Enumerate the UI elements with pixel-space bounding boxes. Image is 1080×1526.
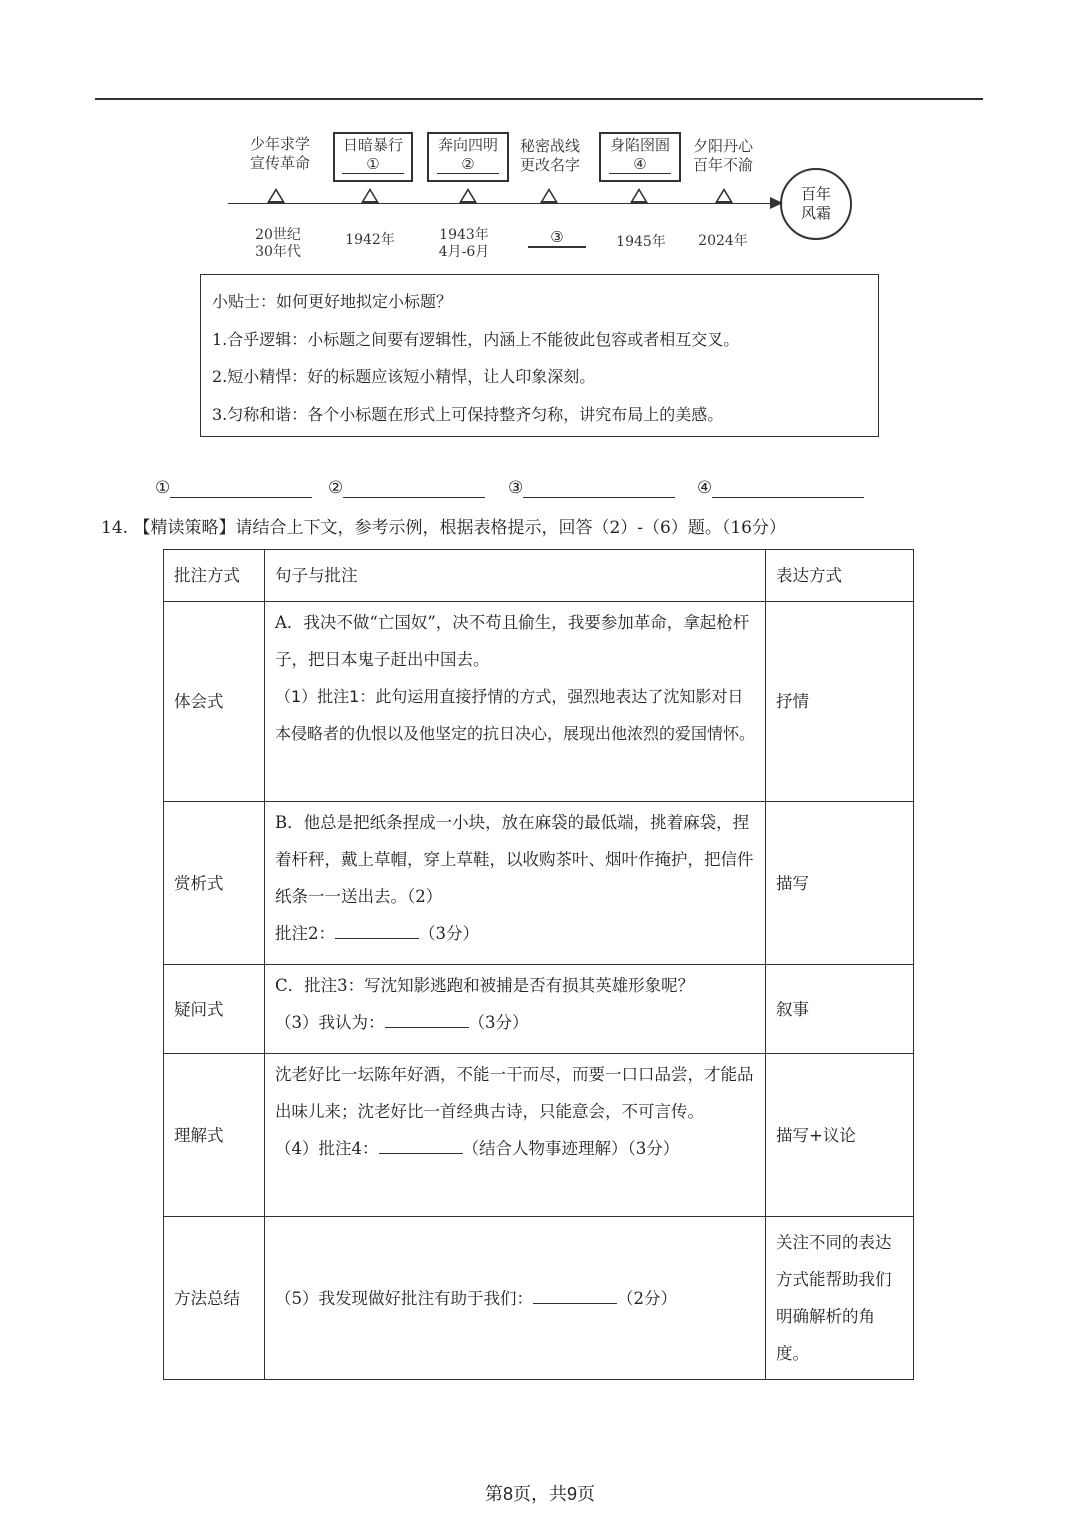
tips-title: 小贴士：如何更好地拟定小标题？ [212, 292, 453, 311]
method-cell: 理解式 [164, 1054, 265, 1217]
sentence-cell [265, 802, 766, 965]
answer-blank[interactable] [335, 923, 419, 939]
tips-item-2: 2.短小精悍：好的标题应该短小精悍，让人印象深刻。 [212, 367, 596, 386]
answer-blank-2[interactable]: ② [328, 478, 485, 498]
timeline-year-2: 1942年 [345, 232, 395, 248]
table-header: 表达方式 [766, 550, 914, 602]
sentence-text: C．批注3：写沈知影逃跑和被捕是否有损其英雄形象呢？ [275, 976, 695, 995]
timeline-box-2: 日暗暴行 ① [333, 132, 413, 182]
sentence-text: B．他总是把纸条捏成一小块，放在麻袋的最低端，挑着麻袋，捏着杆秤，戴上草帽，穿上草鞋，以收购茶叶、烟叶作掩护，把信件纸条一一送出去。（2） [275, 813, 754, 906]
timeline-year-5: 1945年 [616, 234, 666, 250]
timeline-marker [715, 188, 733, 203]
expression-cell: 抒情 [766, 602, 914, 802]
annotation-table [163, 549, 914, 1380]
tips-item-3: 3.匀称和谐：各个小标题在形式上可保持整齐匀称，讲究布局上的美感。 [212, 404, 724, 424]
annotation-line: 批注2： （3分） [275, 924, 479, 943]
page-footer: 第8页，共9页 [484, 1484, 596, 1504]
timeline-year-6: 2024年 [698, 233, 748, 249]
answer-blank[interactable] [379, 1138, 463, 1154]
method-cell: 疑问式 [164, 965, 265, 1054]
tips-box [200, 274, 879, 437]
method-cell: 体会式 [164, 602, 265, 802]
annotation-line: （3）我认为： （3分） [275, 1013, 529, 1032]
timeline-box-5: 身陷囹圄 ④ [599, 132, 681, 182]
timeline-marker [361, 188, 379, 203]
timeline-marker [459, 188, 477, 203]
timeline-label-6: 夕阳丹心 百年不渝 [692, 137, 753, 174]
sentence-text: A．我决不做“亡国奴”，决不苟且偷生，我要参加革命，拿起枪杆子，把日本鬼子赶出中国去。 [275, 613, 750, 669]
expression-cell: 关注不同的表达方式能帮助我们明确解析的角度。 [766, 1217, 914, 1380]
question-14: 14. 【精读策略】请结合上下文，参考示例，根据表格提示，回答（2）-（6）题。（16分） [101, 518, 786, 538]
table-row [164, 1054, 914, 1217]
table-row [164, 602, 914, 802]
expression-cell: 描写+议论 [766, 1054, 914, 1217]
method-cell: 赏析式 [164, 802, 265, 965]
answer-blank-4[interactable]: ④ [697, 478, 864, 498]
table-row [164, 802, 914, 965]
annotation-line: （5）我发现做好批注有助于我们： （2分） [275, 1288, 677, 1308]
timeline-marker [630, 188, 648, 203]
timeline-box-3: 奔向四明 ② [427, 132, 509, 182]
timeline-axis [228, 203, 774, 204]
method-cell: 方法总结 [164, 1217, 265, 1380]
table-header: 句子与批注 [265, 550, 766, 602]
timeline-blank-3[interactable]: ③ [528, 228, 586, 248]
top-rule [95, 98, 983, 100]
annotation-line: （4）批注4： （结合人物事迹理解）（3分） [275, 1139, 680, 1158]
answer-blank[interactable] [385, 1012, 469, 1028]
table-header: 批注方式 [164, 550, 265, 602]
timeline-year-3: 1943年 4月-6月 [438, 227, 490, 260]
answer-blank-1[interactable]: ① [155, 478, 312, 498]
answer-blank-3[interactable]: ③ [508, 478, 675, 498]
sentence-cell [265, 602, 766, 802]
sentence-cell [265, 965, 766, 1054]
timeline-year-1: 20世纪 30年代 [255, 227, 301, 260]
expression-cell: 叙事 [766, 965, 914, 1054]
timeline-marker [540, 188, 558, 203]
sentence-cell [265, 1054, 766, 1217]
answer-blank[interactable] [533, 1288, 617, 1304]
table-header-row [164, 550, 914, 602]
tips-item-1: 1.合乎逻辑：小标题之间要有逻辑性，内涵上不能彼此包容或者相互交叉。 [212, 329, 740, 349]
timeline-label-1: 少年求学 宣传革命 [249, 135, 310, 172]
timeline-marker [267, 188, 285, 203]
table-row [164, 965, 914, 1054]
sentence-text: 沈老好比一坛陈年好酒，不能一干而尽，而要一口口品尝，才能品出味儿来；沈老好比一首经典古诗，只能意会，不可言传。 [275, 1065, 754, 1121]
annotation-text: （1）批注1：此句运用直接抒情的方式，强烈地表达了沈知影对日本侵略者的仇恨以及他坚定的抗日决心，展现出他浓烈的爱国情怀。 [275, 687, 756, 743]
timeline-end-circle: 百年 风霜 [780, 168, 852, 240]
timeline-label-4: 秘密战线 更改名字 [519, 137, 580, 174]
table-row [164, 1217, 914, 1380]
sentence-cell [265, 1217, 766, 1380]
expression-cell: 描写 [766, 802, 914, 965]
